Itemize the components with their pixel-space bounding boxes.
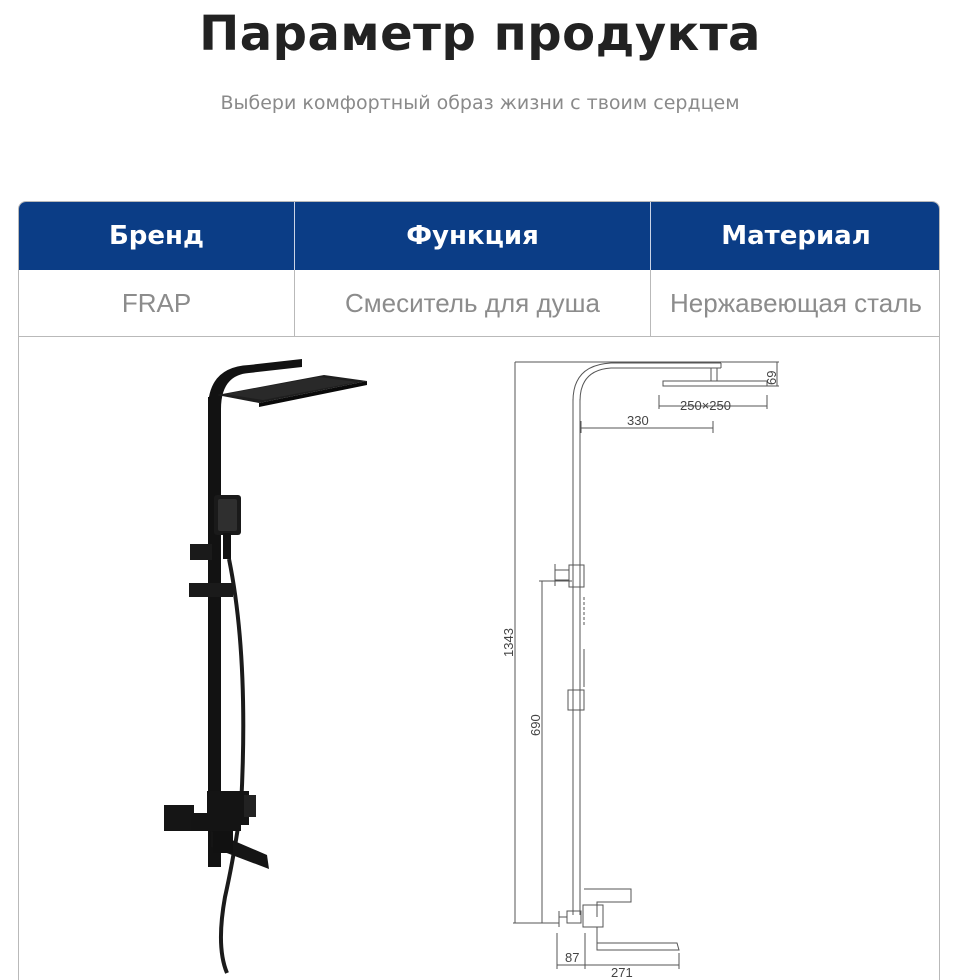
value-brand: FRAP (19, 270, 295, 336)
technical-drawing (513, 362, 779, 969)
table-header-row (19, 202, 940, 270)
header-function: Функция (295, 202, 651, 270)
page-subtitle: Выбери комфортный образ жизни с твоим сердцем (220, 92, 740, 114)
dim-spout-length: 271 (611, 965, 633, 980)
dim-wall-offset: 87 (565, 950, 580, 965)
dim-arm-length: 330 (627, 413, 649, 428)
dim-total-height: 1343 (501, 628, 516, 657)
header-material: Материал (721, 221, 871, 251)
dim-head-height: 69 (764, 370, 779, 385)
header-brand: Бренд (19, 202, 295, 270)
value-material: Нержавеющая сталь (670, 287, 922, 318)
value-function: Смеситель для душа (295, 270, 651, 336)
shower-system-photo (164, 359, 367, 973)
spec-table (18, 201, 940, 980)
product-images (19, 337, 940, 980)
dim-holder-height: 690 (528, 714, 543, 736)
dim-head-size: 250×250 (680, 398, 731, 413)
page-title: Параметр продукта (199, 6, 761, 62)
table-value-row (19, 270, 940, 337)
